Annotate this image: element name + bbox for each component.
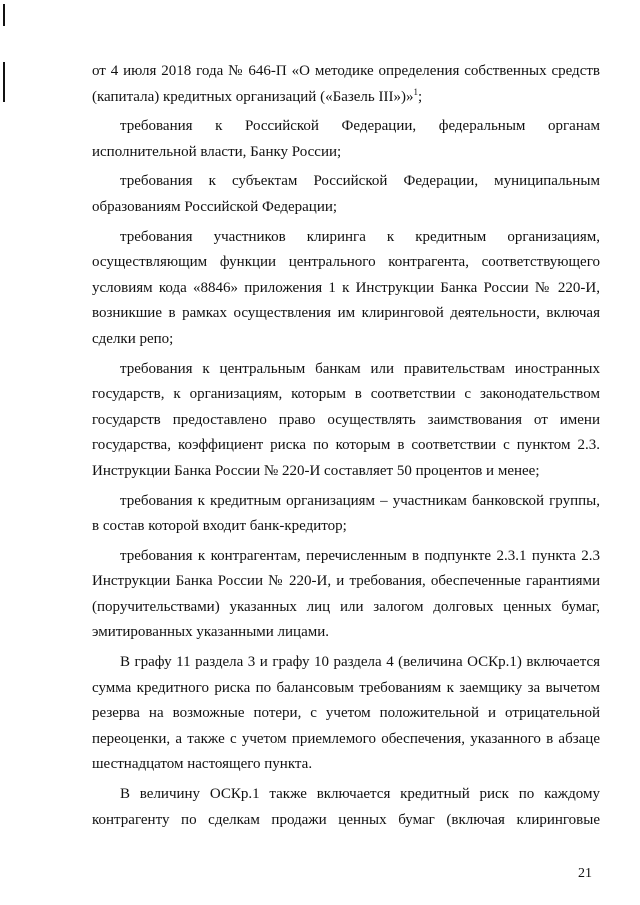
scan-edge-mark-middle bbox=[3, 62, 5, 102]
paragraph-tail: ; bbox=[418, 88, 423, 105]
paragraph-banking-group-claims: требования к кредитным организациям – участникам банковской группы, в состав которой входит банк-кредитор; bbox=[92, 492, 600, 535]
paragraph-counterparty-claims: требования к контрагентам, перечисленным в подпункте 2.3.1 пункта 2.3 Инструкции Банка России № 220-И, и требования, обеспеченные гарантиями (поручительствами) указанных лиц или залогом долговых ценных бумаг, эмитированных указанными лицами. bbox=[92, 547, 600, 641]
paragraph-text: от 4 июля 2018 года № 646-П «О методике определения собственных средств (капитала) кредитных организаций («Базель III»)» bbox=[92, 63, 600, 105]
paragraph-basel-reference bbox=[92, 59, 600, 110]
scan-edge-mark-top bbox=[3, 4, 5, 26]
document-page bbox=[92, 59, 600, 837]
paragraph-oskr1-column: В графу 11 раздела 3 и графу 10 раздела 4 (величина ОСКр.1) включается сумма кредитного риска по балансовым требованиям к заемщику за вычетом резерва на возможные потери, с учетом положительной и отрицательной переоценки, а также с учетом приемлемого обеспечения, указанного в абзаце шестнадцатом настоящего пункта. bbox=[92, 654, 600, 773]
paragraph-clearing-claims: требования участников клиринга к кредитным организациям, осуществляющим функции центрального контрагента, соответствующего условиям кода «8846» приложения 1 к Инструкции Банка России № 220-И, возникшие в рамках осуществления им клиринговой деятельности, включая сделки репо; bbox=[92, 228, 600, 347]
paragraph-oskr1-credit-risk: В величину ОСКр.1 также включается кредитный риск по каждому контрагенту по сделкам продажи ценных бумаг (включая клиринговые bbox=[92, 786, 600, 828]
paragraph-regional-claims: требования к субъектам Российской Федерации, муниципальным образованиям Российской Федерации; bbox=[92, 173, 600, 215]
paragraph-foreign-central-bank-claims: требования к центральным банкам или правительствам иностранных государств, к организациям, которым в соответствии с законодательством государств предоставлено право осуществлять заимствования от имени государства, коэффициент риска по которым в соответствии с пунктом 2.3. Инструкции Банка России № 220-И составляет 50 процентов и менее; bbox=[92, 360, 600, 479]
paragraph-russian-federation-claims: требования к Российской Федерации, федеральным органам исполнительной власти, Банку России; bbox=[92, 118, 600, 160]
page-number: 21 bbox=[578, 866, 592, 881]
footnote-marker: 1 bbox=[413, 86, 418, 97]
